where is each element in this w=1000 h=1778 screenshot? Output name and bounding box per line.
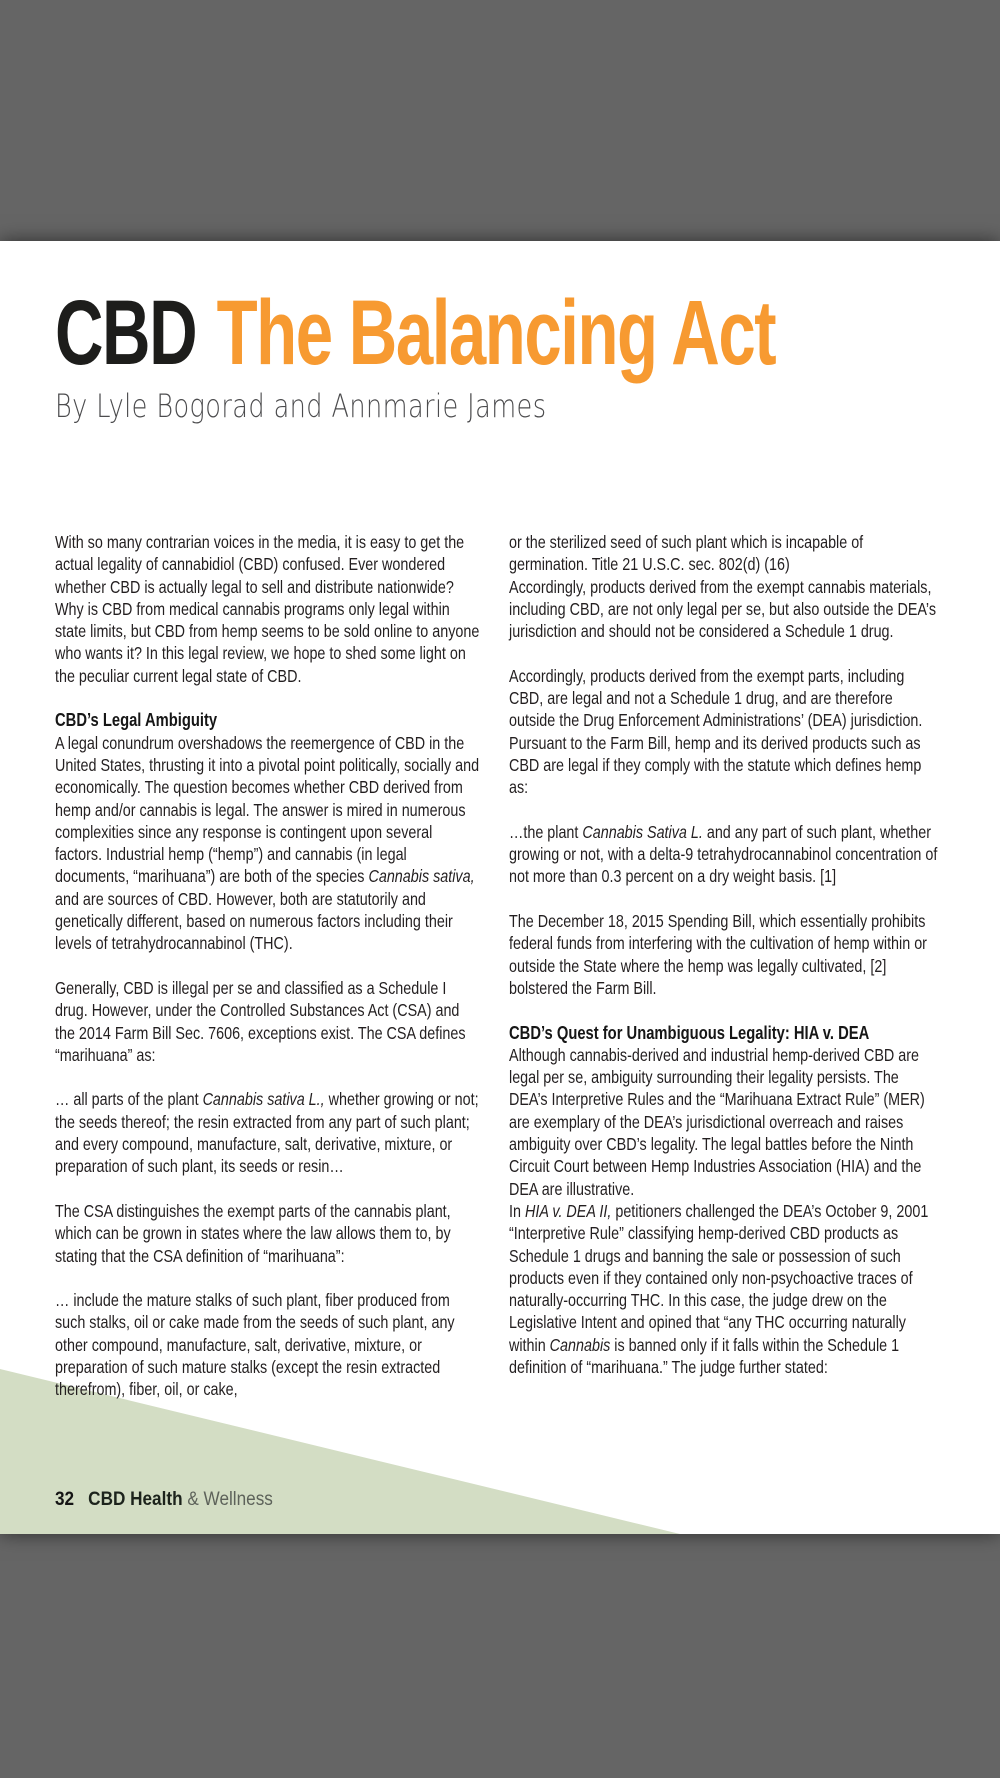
body-paragraph: … include the mature stalks of such plant, fiber produced from such stalks, oil or cake made from the seeds of such plant, any other compound, manufacture, salt, derivative, mixture, or preparation of such mature stalks (except the resin extracted therefrom), fiber, oil, or cake, xyxy=(55,1290,455,1400)
body-paragraph: Accordingly, products derived from the exempt parts, including CBD, are legal and not a Schedule 1 drug, and are therefore outside the Drug Enforcement Administrations’ (DEA) jurisdiction. Pursuant to the Farm Bill, hemp and its derived products such as CBD are legal if they comply with the statute which defines hemp as: xyxy=(509,665,923,798)
page-number: 32 xyxy=(55,1488,75,1510)
article-title-black: CBD xyxy=(55,282,197,384)
body-paragraph: The December 18, 2015 Spending Bill, which essentially prohibits federal funds from interfering with the cultivation of hemp within or outside the State where the hemp was legally cultivated, [2] bolstered the Farm Bill. xyxy=(509,911,927,998)
left-column xyxy=(55,531,481,1423)
body-paragraph: Although cannabis-derived and industrial hemp-derived CBD are legal per se, ambiguity surrounding their legality persists. The DEA’s Interpretive Rules and the “Marihuana Extract Rule” (MER) are exemplary of the DEA’s jurisdictional overreach and raises ambiguity over CBD’s legality. The legal battles before the Ninth Circuit Court between Hemp Industries Association (HIA) and the DEA are illustrative. In HIA v. DEA II, petitioners challenged the DEA’s October 9, 2001 “Interpretive Rule” classifying hemp-derived CBD products as Schedule 1 drugs and banning the sale or possession of such products even if they contained only non-psychoactive traces of naturally-occurring THC. In this case, the judge drew on the Legislative Intent and opined that “any THC occurring naturally within Cannabis is banned only if it falls within the Schedule 1 definition of “marihuana.” The judge further stated: xyxy=(509,1044,929,1377)
article-title-orange: The Balancing Act xyxy=(216,282,776,384)
right-column-text xyxy=(509,531,941,1378)
article-title xyxy=(55,282,776,384)
byline: By Lyle Bogorad and Annmarie James xyxy=(55,387,547,425)
body-paragraph: The CSA distinguishes the exempt parts of the cannabis plant, which can be grown in states where the law allows them to, by stating that the CSA definition of “marihuana”: xyxy=(55,1200,451,1266)
body-paragraph: or the sterilized seed of such plant which is incapable of germination. Title 21 U.S.C. sec. 802(d) (16) Accordingly, products derived from the exempt cannabis materials, including CBD, are not only legal per se, but also outside the DEA’s jurisdiction and should not be considered a Schedule 1 drug. xyxy=(509,532,937,642)
article-body xyxy=(55,531,938,1423)
magazine-name-light: & Wellness xyxy=(187,1488,273,1510)
body-paragraph: …the plant Cannabis Sativa L. and any part of such plant, whether growing or not, with a delta-9 tetrahydrocannabinol concentration of not more than 0.3 percent on a dry weight basis. [1] xyxy=(509,821,938,887)
section-heading: CBD’s Quest for Unambiguous Legality: HIA v. DEA xyxy=(509,1022,870,1043)
magazine-name-bold: CBD Health xyxy=(88,1488,183,1510)
body-paragraph: … all parts of the plant Cannabis sativa L., whether growing or not; the seeds thereof; the resin extracted from any part of such plant; and every compound, manufacture, salt, derivative, mixture, or preparation of such plant, its seeds or resin… xyxy=(55,1089,479,1177)
magazine-page xyxy=(0,241,1000,1534)
left-column-text xyxy=(55,531,481,1401)
body-paragraph: A legal conundrum overshadows the reemergence of CBD in the United States, thrusting it into a pivotal point politically, socially and economically. The question becomes whether CBD derived from hemp and/or cannabis is legal. The answer is mired in numerous complexities since any response is contingent upon several factors. Industrial hemp (“hemp”) and cannabis (in legal documents, “marihuana”) are both of the species Cannabis sativa, and are sources of CBD. However, both are statutorily and genetically different, based on numerous factors including their levels of tetrahydrocannabinol (THC). xyxy=(55,732,480,954)
right-column xyxy=(509,531,938,1423)
section-heading: CBD’s Legal Ambiguity xyxy=(55,710,218,731)
page-footer xyxy=(55,1487,273,1511)
body-paragraph: With so many contrarian voices in the media, it is easy to get the actual legality of cannabidiol (CBD) confused. Ever wondered whether CBD is actually legal to sell and distribute nationwide? Why is CBD from medical cannabis programs only legal within state limits, but CBD from hemp seems to be sold online to anyone who wants it? In this legal review, we hope to shed some light on the peculiar current legal state of CBD. xyxy=(55,532,480,686)
body-paragraph: Generally, CBD is illegal per se and classified as a Schedule I drug. However, under the Controlled Substances Act (CSA) and the 2014 Farm Bill Sec. 7606, exceptions exist. The CSA defines “marihuana” as: xyxy=(55,977,466,1065)
